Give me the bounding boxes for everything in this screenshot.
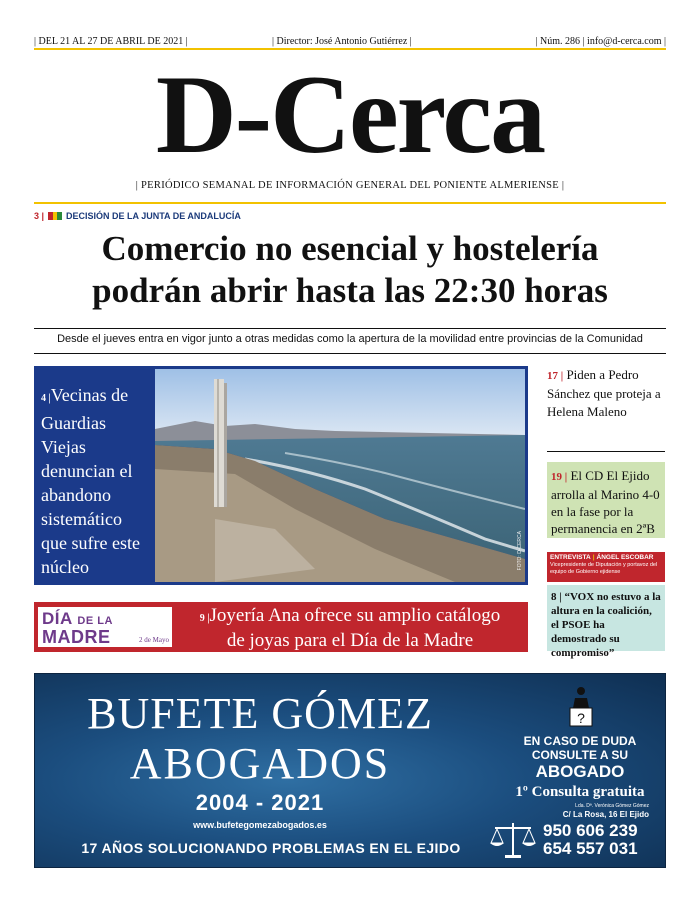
page-ref: 17 | — [547, 370, 564, 382]
divider — [34, 353, 666, 354]
feature-headline: Vecinas de Guardias Viejas denuncian el abandono sistemático que sufre este núcleo — [41, 385, 140, 577]
issue-number: | Núm. 286 | info@d-cerca.com | — [535, 36, 666, 47]
headline-line: podrán abrir hasta las 22:30 horas — [92, 271, 608, 310]
page-ref: 4 | — [41, 393, 51, 404]
page-ref: 19 | — [551, 471, 568, 483]
brief-text: Piden a Pedro Sánchez que proteja a Helena Maleno — [547, 367, 661, 419]
logo-date: 2 de Mayo — [139, 636, 169, 644]
divider — [34, 328, 666, 329]
masthead-divider — [34, 202, 666, 204]
ad-contact-block — [497, 680, 663, 819]
lead-deck: Desde el jueves entra en vigor junto a otras medidas como la apertura de la movilidad entre provincias de la Comunidad — [57, 333, 643, 345]
headline-line: Comercio no esencial y hostelería — [101, 229, 599, 268]
ad-free-consult: 1º Consulta gratuita — [515, 784, 645, 800]
section-label: DECISIÓN DE LA JUNTA DE ANDALUCÍA — [66, 211, 241, 221]
mothers-day-logo — [38, 607, 172, 647]
headline-line: de joyas para el Día de la Madre — [226, 630, 474, 651]
ad-website-link[interactable]: www.bufetegomezabogados.es — [193, 820, 327, 830]
interview-kicker: ENTREVISTA — [550, 554, 591, 561]
brief-text: “VOX no estuvo a la altura en la coalición, el PSOE ha demostrado su compromiso” — [551, 591, 661, 659]
masthead[interactable] — [34, 55, 666, 175]
andalucia-flag-icon — [48, 212, 62, 220]
ad-title: ABOGADOS — [129, 739, 391, 788]
feature-photo — [155, 369, 525, 582]
mothers-day-headline — [176, 605, 524, 652]
question-mark: ? — [577, 710, 585, 726]
headline-line: Joyería Ana ofrece su amplio catálogo — [209, 605, 501, 626]
ad-phone[interactable]: 950 606 239 — [543, 821, 638, 840]
ad-slogan: 17 AÑOS SOLUCIONANDO PROBLEMAS EN EL EJIDO — [81, 840, 461, 856]
divider — [547, 451, 665, 452]
lead-headline[interactable] — [34, 228, 666, 312]
brief-item[interactable] — [547, 366, 665, 421]
ad-phone[interactable]: 654 557 031 — [543, 839, 638, 858]
newspaper-logo: D-Cerca — [155, 53, 545, 177]
interview-tag: ENTREVISTA | ÁNGEL ESCOBAR Vicepresidente de Diputación y portavoz del equipo de Gobierno ejidense — [547, 552, 665, 582]
logo-text: DÍA — [42, 609, 73, 628]
law-firm-ad[interactable] — [34, 673, 666, 868]
page-ref: 8 | — [551, 591, 562, 603]
brief-item[interactable] — [547, 585, 665, 659]
feature-story[interactable] — [34, 366, 528, 585]
masthead-subtitle: | PERIÓDICO SEMANAL DE INFORMACIÓN GENERAL DEL PONIENTE ALMERIENSE | — [135, 180, 565, 191]
brief-item[interactable] — [547, 462, 665, 538]
interviewee-description: Vicepresidente de Diputación y portavoz del equipo de Gobierno ejidense — [550, 562, 658, 575]
ad-address: C/ La Rosa, 16 El Ejido — [562, 810, 649, 819]
logo-text: DE LA — [77, 615, 113, 627]
section-tag — [34, 211, 241, 221]
ad-abogado: ABOGADO — [535, 762, 625, 781]
photo-credit: FOTO: D-CERCA — [517, 530, 523, 570]
page-ref: 3 | — [34, 211, 45, 221]
ad-duda-line: CONSULTE A SU — [531, 748, 629, 762]
top-divider — [34, 48, 666, 50]
ad-phones — [543, 822, 638, 858]
logo-text: MADRE — [42, 627, 111, 647]
ad-title: BUFETE GÓMEZ — [87, 689, 433, 738]
beach-photo-image — [155, 369, 525, 582]
director-credit: | Director: José Antonio Gutiérrez | — [272, 36, 412, 47]
feature-text — [37, 369, 155, 582]
ad-duda-line: EN CASO DE DUDA — [523, 734, 637, 748]
scales-of-justice-icon — [487, 819, 539, 861]
brief-text: El CD El Ejido arrolla al Marino 4-0 en la fase por la permanencia en 2ªB — [551, 468, 660, 536]
ad-years: 2004 - 2021 — [195, 790, 325, 815]
ad-lawyer-name: Lda. Dª. Verónica Gómez Gómez — [575, 803, 649, 809]
interviewee-name: ÁNGEL ESCOBAR — [596, 554, 654, 561]
mothers-day-banner[interactable] — [34, 602, 528, 652]
issue-dates: | DEL 21 AL 27 DE ABRIL DE 2021 | — [34, 36, 188, 47]
page-ref: 9 | — [199, 613, 210, 624]
